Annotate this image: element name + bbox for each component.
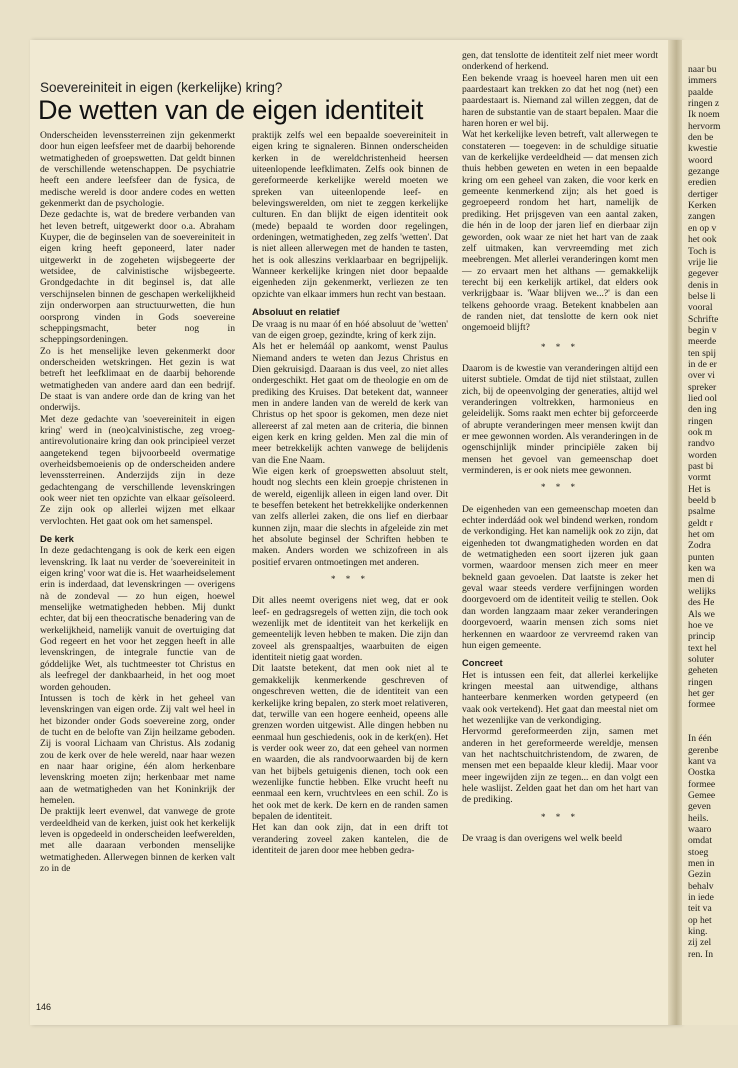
- section-break: * * *: [541, 811, 579, 822]
- next-page-line: geldt r: [688, 517, 713, 529]
- next-page-line: zij zel: [688, 937, 712, 949]
- next-page-line: Zodra: [688, 540, 711, 552]
- headline: De wetten van de eigen identiteit: [38, 95, 424, 125]
- next-page-line: worden: [688, 449, 717, 461]
- next-page-line: heils.: [688, 812, 709, 824]
- next-page-line: punten: [688, 551, 715, 563]
- next-page-line: op het: [688, 914, 712, 926]
- next-page-line: ringen: [688, 415, 713, 427]
- next-page-line: den be: [688, 132, 714, 144]
- next-page-line: behalv: [688, 880, 714, 892]
- next-page-line: Schrifte: [688, 313, 719, 325]
- next-page-line: meerde: [688, 336, 717, 348]
- column-3: [462, 50, 658, 844]
- paragraph: praktijk zelfs wel een bepaalde soevereiniteit in eigen kring te signaleren. Binnen onderscheiden kerken in de wereldchristenheid heersen uiteenlopende leefklimaten. Zelfs ook binnen de gereformeerde kerkelijke wereld moeten we spreken van uiteenlopende leef- en belevingswerelden, om niet te zeggen kerkelijke culturen. En dan blijkt de eigen identiteit ook (mede) bepaald te worden door regelingen, ordeningen, wetmatigheden, zeg zelfs 'wetten'. Dat is niet alleen allerwegen met de handen te tasten, het is ook alleszins verklaarbaar en begrijpelijk. Wanneer kerkelijke kringen niet door bepaalde eigenheden zijn gekenmerkt, verliezen ze ten opzichte van elkaar immers hun recht van bestaan.: [252, 130, 448, 300]
- next-page-line: Als we: [688, 608, 715, 620]
- next-page-line: soluter: [688, 653, 715, 665]
- heading-absoluut: Absoluut en relatief: [252, 306, 340, 318]
- next-page-line: den ing: [688, 404, 717, 416]
- paragraph: Als het er helemáál op aankomt, wenst Paulus Niemand anders te weten dan Jezus Christus en Dien gekruisigd. Daaraan is dus veel, zo niet alles ondergeschikt. Het gaat om de theologie en om de prediking des Kruises. Dat betekent dat, wanneer men in andere landen van de wereld de kerk van Christus op het spoor is gekomen, men deze niet allereerst af zal meten aan de criteria, die binnen eigen kerk en kring gelden. Men zal die min of meer betrekkelijk achten vanwege de belijdenis van die Ene Naam.: [252, 341, 448, 466]
- next-page-line: geheten: [688, 665, 718, 677]
- paragraph: Hervormd gereformeerden zijn, samen met anderen in het gereformeerde wereldje, mensen van het nachtschuitchristendom, de zwaren, de mensen met een bepaalde kleur kledij. Maar voor meer ingewijden zijn ze tegen... en dan volgt een hele waslijst. Zelden gaat het dan om het hart van de prediking.: [462, 726, 658, 806]
- paragraph: Wat het kerkelijke leven betreft, valt allerwegen te constateren — toegeven: in de schuldige situatie van de kerkelijke verdeeldheid — dat mensen zich thuis hebben geweten en weten in een bepaalde kring om een geheel van zaken, die voor kerk en gemeente kenmerkend zijn; als het goed is gegroepeerd rondom het hart, namelijk de prediking. Het prijsgeven van een aantal zaken, die hén in de loop der jaren lief en dierbaar zijn geworden, ook waar ze niet het hart van de zaak zelf uitmaken, kan vervreemding met zich meebrengen. Met allerlei veranderingen komt men — zo ervaart men het althans — gemakkelijk terecht bij een kerkelijk artikel, dat elders ook verkrijgbaar is. 'Waar blijven we...?' is dan een telkens gehoorde vraag. Betekent knabbelen aan de randen niet, dat tenslotte de kern ook niet ongemoeid blijft?: [462, 129, 658, 334]
- paragraph: Daarom is de kwestie van veranderingen altijd een uiterst subtiele. Omdat de tijd niet stilstaat, zullen zich, bij de opeenvolging der generaties, altijd wel veranderingen voltrekken, harmonieus en geleidelijk. Soms raakt men echter bij geforceerde of abrupte veranderingen meer mensen kwijt dan er mee gewonnen worden. Als veranderingen in de ogenschijnlijk minder principiële zaken bij mensen het gevoel van gemeenschap doet verminderen, is er ook niets mee gewonnen.: [462, 362, 658, 477]
- paragraph: De vraag is nu maar óf en hóé absoluut de 'wetten' van de eigen groep, gezindte, kring of kerk zijn.: [252, 318, 448, 341]
- next-page-line: [682, 722, 738, 733]
- next-page-line: over vi: [688, 370, 715, 382]
- next-page-line: ten spij: [688, 347, 716, 359]
- paragraph: De praktijk leert evenwel, dat vanwege de grote verdeeldheid van de kerken, juist ook het kerkelijk leven is opgedeeld in onderscheiden leefwerelden, met alle daaraan verbonden menselijke wetmatigheden. Allerwegen binnen de kerken valt zo in de: [40, 806, 235, 874]
- paragraph: Het kan dan ook zijn, dat in een drift tot verandering zoveel zaken kantelen, die de identiteit de jaren door mee hebben gedra-: [252, 822, 448, 856]
- paragraph: Wie eigen kerk of groepswetten absoluut stelt, houdt nog slechts een klein groepje christenen in de wereld, eigenlijk alleen in eigen land over. Dit te beseffen betekent het betrekkelijke onderkennen van zelfs allerlei zaken, die ons lief en dierbaar kunnen zijn, maar die slechts in afgeleide zin met het absolute beginsel der Schriften hebben te maken. Anders worden we schizofreen in als positief ervaren ontmoetingen met anderen.: [252, 465, 448, 568]
- next-page-line: dertiger: [688, 188, 718, 200]
- next-page-line: psalme: [688, 506, 716, 518]
- magazine-page: [30, 40, 680, 1025]
- next-page-line: randvo: [688, 438, 715, 450]
- next-page-line: vrije lie: [688, 256, 718, 268]
- next-page-line: king.: [688, 926, 708, 938]
- paragraph: gen, dat tenslotte de identiteit zelf niet meer wordt onderkend of herkend.: [462, 50, 658, 73]
- next-page-line: ringen: [688, 676, 713, 688]
- next-page-line: het om: [688, 529, 715, 541]
- next-page-line: spreker: [688, 381, 717, 393]
- next-page-line: paalde: [688, 86, 714, 98]
- next-page-line: eredien: [688, 177, 717, 189]
- next-page-line: lied ool: [688, 392, 718, 404]
- next-page-line: woord: [688, 154, 713, 166]
- section-break: * * *: [331, 574, 369, 585]
- next-page-line: formee: [688, 778, 716, 790]
- book-gutter: [668, 40, 682, 1025]
- next-page-line: gezange: [688, 166, 720, 178]
- next-page-line: men in: [688, 858, 715, 870]
- next-page-line: Oostka: [688, 767, 716, 779]
- next-page-line: hoe ve: [688, 619, 714, 631]
- next-page-line: het ook: [688, 234, 717, 246]
- next-page-line: beeld b: [688, 495, 716, 507]
- column-end-text: De vraag is dan overigens wel welk beeld: [462, 833, 623, 844]
- next-page-line: en op v: [688, 222, 717, 234]
- paragraph: Intussen is toch de kèrk in het geheel van levenskringen van eigen orde. Zij valt wel heel in het bizonder onder Gods soevereine zorg, onder de tucht en de belofte van Zijn heilzame geboden. Zij is vooral Lichaam van Christus. Als zodanig zou de kerk over de hele wereld, naar haar wezen en naar haar origine, één alom herkenbare levenskring moeten zijn; herkenbaar met name aan de wetmatigheden van het Koninkrijk der hemelen.: [40, 692, 235, 806]
- next-page-line: welijks: [688, 585, 716, 597]
- next-page-line: vormt: [688, 472, 711, 484]
- next-page-line: princip: [688, 631, 716, 643]
- next-page-line: gerenbe: [688, 744, 719, 756]
- next-page-line: immers: [688, 75, 717, 87]
- kicker: Soevereiniteit in eigen (kerkelijke) kring?: [40, 80, 283, 95]
- next-page-line: geven: [688, 801, 711, 813]
- paragraph: Onderscheiden levenssterreinen zijn gekenmerkt door hun eigen leefsfeer met de daarbij behorende wetmatigheden of groepswetten. Dat geldt binnen de verschillende wetenschappen. De psychiatrie heeft een andere leefsfeer dan de fysica, de medische wereld is door andere codes en wetten gekenmerkt dan de psychologie.: [40, 130, 235, 210]
- next-page-line: ren. In: [688, 948, 714, 960]
- next-page-line: Kerken: [688, 200, 717, 212]
- next-page-line: ook m: [688, 427, 713, 438]
- next-page-line: past bi: [688, 461, 714, 473]
- section-break: * * *: [541, 482, 579, 493]
- next-page-line: In één: [688, 733, 712, 745]
- next-page-line: kant va: [688, 755, 716, 767]
- paragraph: Met deze gedachte van 'soevereiniteit in eigen kring' werd in (neo)calvinistische, zeg vroeg-antirevolutionaire kring dan ook principieel verzet aangetekend tegen bijvoorbeeld overmatige overheidsbemoeienis op de onderscheiden andere levenssterreinen. Anderzijds zijn in deze gedachtengang de verschillende levenskringen ook weer niet ten opzichte van elkaar geïsoleerd. Ze zijn ook op allerlei wijzen met elkaar vervlochten. Het gaat ook om het samenspel.: [40, 413, 235, 527]
- next-page-line: in iede: [688, 892, 714, 904]
- next-page-line: ringen z: [688, 98, 720, 110]
- next-page-line: formee: [688, 699, 716, 711]
- next-page-line: naar bu: [688, 64, 717, 75]
- paragraph: Het is intussen een feit, dat allerlei kerkelijke kringen meestal aan uitwendige, althans hanteerbare kenmerken worden getypeerd (en vaak ook vertekend). Het gaat dan meestal niet om het wezenlijke van de verkondiging.: [462, 669, 658, 726]
- next-page-line: gegever: [688, 268, 719, 280]
- next-page-line: in de er: [688, 358, 717, 370]
- heading-concreet: Concreet: [462, 657, 503, 669]
- next-page-line: teit va: [688, 903, 712, 915]
- paragraph: Zo is het menselijke leven gekenmerkt door onderscheiden wetskringen. Het gezin is wat betreft het leefklimaat en de daarbij behorende wetmatigheden van andere aard dan een bedrijf. De staat is van andere orde dan de kring van het onderwijs.: [40, 345, 235, 414]
- page-number: 146: [36, 1002, 52, 1012]
- paragraph: De eigenheden van een gemeenschap moeten dan echter inderdáád ook wel bindend werken, rondom de verkondiging. Het kan namelijk ook zo zijn, dat eigenheden tot dwangmatigheden worden en dat de wetmatigheden een soort ijzeren juk gaan vormen, waardoor mensen zich meer en meer bekneld gaan gevoelen. Dat laatste is zeker het geval waar steeds verdere verfijningen worden doorgevoerd om de identiteit veilig te stellen. Ook dan worden langzaam maar zeker veranderingen doorgevoerd, waarin mensen zich soms niet herkennen en waardoor ze vervreemd raken van hun eigen gemeente.: [462, 503, 658, 651]
- next-page-line: waaro: [688, 824, 712, 836]
- next-page-line: vooral: [688, 302, 713, 314]
- next-page-line: stoeg: [688, 846, 709, 858]
- next-page-line: Ik noem: [688, 109, 720, 121]
- heading-de-kerk: De kerk: [40, 533, 74, 545]
- next-page-line: het ger: [688, 687, 715, 699]
- next-page-line: hervorm: [688, 120, 721, 132]
- paragraph: In deze gedachtengang is ook de kerk een eigen levenskring. Ik laat nu verder de 'soevereiniteit in eigen kring' voor wat die is. Het waarheidselement erin is inderdaad, dat levenskringen — overigens nà de zondeval — zo hun eigen, hoewel menselijke wetmatigheden hebben. Mij dunkt echter, dat bij een theocratische benadering van de werkelijkheid, namelijk vanuit de overtuiging dat God regeert en het voor het zeggen heeft in alle levenskringen, de integrale functie van de góddelijke Wet, als tuchtmeester tot Christus en als leefregel der dankbaarheid, in het oog moet worden gehouden.: [40, 545, 235, 693]
- paragraph: Dit laatste betekent, dat men ook niet al te gemakkelijk kenmerkende geschreven of ongeschreven wetten, die de identiteit van een kerkelijke kring bepalen, zo sterk moet relativeren, dat, terwille van een hogere eenheid, opeens alle grenzen worden uitgewist. Alle dingen hebben nu eenmaal hun geschiedenis, ook in de kerk(en). Het is verder ook weer zo, dat een geheel van normen en waarden, die als randvoorwaarden bij de kern van het bijbels getuigenis dienen, toch ook een wezenlijke functie hebben. Elke vrucht heeft nu eenmaal een kern, vruchtvlees en een schil. Zo is het ook met de kerk. De kern en de randen samen bepalen de identiteit.: [252, 663, 448, 822]
- next-page-line: des He: [688, 597, 715, 609]
- next-page-line: begin v: [688, 324, 717, 336]
- next-page-line: kwestie: [688, 143, 718, 155]
- next-page-line: Toch is: [688, 245, 716, 257]
- paragraph: Dit alles neemt overigens niet weg, dat er ook leef- en gedragsregels of wetten zijn, die toch ook wezenlijk met de identiteit van het kerkelijk en gemeentelijk leven hebben te maken. Die zijn dan zoveel als grenspaaltjes, waarbuiten de eigen identiteit nietig gaat worden.: [252, 595, 448, 664]
- next-page-line: denis in: [688, 279, 719, 291]
- next-page-line: men di: [688, 574, 715, 586]
- next-page-line: omdat: [688, 835, 712, 847]
- next-page-line: zangen: [688, 211, 716, 223]
- column-2: [252, 130, 448, 856]
- next-page-line: text hel: [688, 642, 717, 654]
- column-1: [40, 130, 235, 874]
- next-page-line: Het is: [688, 483, 711, 495]
- next-page-line: belse li: [688, 290, 716, 302]
- next-page-edge: [682, 40, 738, 1025]
- next-page-line: Gezin: [688, 869, 711, 881]
- paragraph: Een bekende vraag is hoeveel haren men uit een paardestaart kan trekken zo dat het nog (net) een paardestaart is. Niemand zal willen zeggen, dat de haren de substantie van de staart bepalen. Maar die haren horen er wel bij.: [462, 72, 658, 130]
- next-page-line: [682, 711, 738, 722]
- section-break: * * *: [541, 341, 579, 352]
- next-page-line: Gemee: [688, 790, 716, 801]
- next-page-line: ken wa: [688, 563, 716, 575]
- paragraph: Deze gedachte is, wat de bredere verbanden van het leven betreft, uitgewerkt door o.a. Abraham Kuyper, die de beginselen van de soevereiniteit in eigen kring heeft geponeerd, later nader uitgewerkt in de zogeheten wijsbegeerte der wetsidee, de calvinistische wijsbegeerte. Grondgedachte in dit beginsel is, dat alle verschijnselen binnen de geschapen werkelijkheid zijn onderworpen aan structuurwetten, die hun oorsprong vinden in Gods soevereine scheppingsmacht, beter nog in scheppingsordeningen.: [40, 209, 235, 346]
